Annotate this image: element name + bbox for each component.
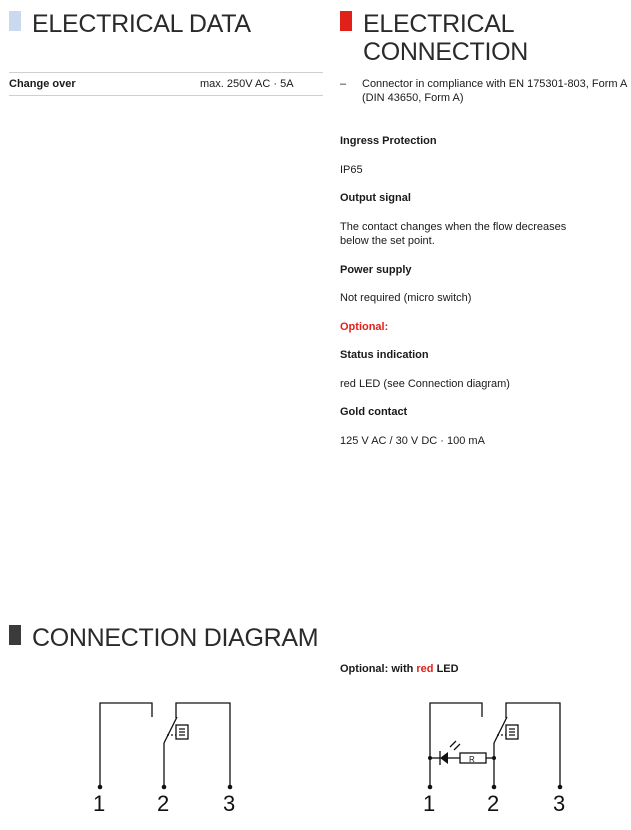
connector-text: Connector in compliance with EN 175301-803, Form A (DIN 43650, Form A) — [362, 78, 627, 104]
switch-contact — [494, 717, 507, 743]
actuator-lines — [179, 729, 185, 735]
terminal-dot — [428, 785, 433, 790]
section-marker — [9, 625, 21, 645]
optional-led-heading-red: red — [416, 663, 434, 675]
output-signal-text: The contact changes when the flow decreases below the set point. — [340, 221, 567, 247]
optional-led-heading-post: LED — [433, 663, 459, 675]
bullet-dash: – — [340, 78, 347, 90]
gold-contact-text: 125 V AC / 30 V DC · 100 mA — [340, 435, 485, 447]
connection-diagram-title: CONNECTION DIAGRAM — [32, 624, 319, 652]
optional-led-heading — [340, 663, 459, 675]
ingress-protection-value: IP65 — [340, 164, 363, 176]
output-signal-heading: Output signal — [340, 192, 411, 204]
pin-label-2: 2 — [157, 791, 170, 816]
optional-led-heading-pre: Optional: with — [340, 663, 417, 675]
electrical-data-title: ELECTRICAL DATA — [32, 10, 251, 38]
power-supply-heading: Power supply — [340, 264, 412, 276]
junction-dot — [492, 756, 496, 760]
terminal-dot — [98, 785, 103, 790]
change-over-label: Change over — [9, 78, 76, 90]
switch-led-diagram — [410, 690, 580, 820]
wire-pin-3 — [176, 703, 230, 787]
led-emission-arrows — [450, 741, 460, 750]
electrical-connection-title: ELECTRICAL CONNECTION — [363, 10, 529, 66]
pin-label-3: 3 — [553, 791, 566, 816]
resistor-label: R — [469, 755, 475, 764]
switch-contact — [164, 717, 177, 743]
divider — [9, 72, 323, 73]
optional-label: Optional: — [340, 321, 389, 333]
status-indication-heading: Status indication — [340, 349, 429, 361]
ingress-protection-heading: Ingress Protection — [340, 135, 437, 147]
terminal-dot — [228, 785, 233, 790]
wire-pin-1 — [430, 703, 482, 787]
terminal-dot — [558, 785, 563, 790]
gold-contact-heading: Gold contact — [340, 406, 408, 418]
pin-label-1: 1 — [93, 791, 106, 816]
pin-label-3: 3 — [223, 791, 236, 816]
power-supply-text: Not required (micro switch) — [340, 292, 472, 304]
actuator-lines — [509, 729, 515, 735]
pin-label-1: 1 — [423, 791, 436, 816]
terminal-dot — [162, 785, 167, 790]
pin-label-2: 2 — [487, 791, 500, 816]
junction-dot — [428, 756, 432, 760]
divider — [9, 95, 323, 96]
change-over-value: max. 250V AC · 5A — [200, 78, 294, 90]
electrical-data-header — [9, 10, 251, 38]
status-indication-text: red LED (see Connection diagram) — [340, 378, 510, 390]
wire-pin-1 — [100, 703, 152, 787]
switch-diagram — [80, 690, 250, 820]
connector-bullet — [340, 77, 631, 105]
electrical-connection-header — [340, 10, 563, 66]
connection-diagram-header — [9, 624, 318, 652]
section-marker — [340, 11, 352, 31]
section-marker — [9, 11, 21, 31]
led-icon — [440, 752, 448, 764]
wire-pin-3 — [506, 703, 560, 787]
terminal-dot — [492, 785, 497, 790]
